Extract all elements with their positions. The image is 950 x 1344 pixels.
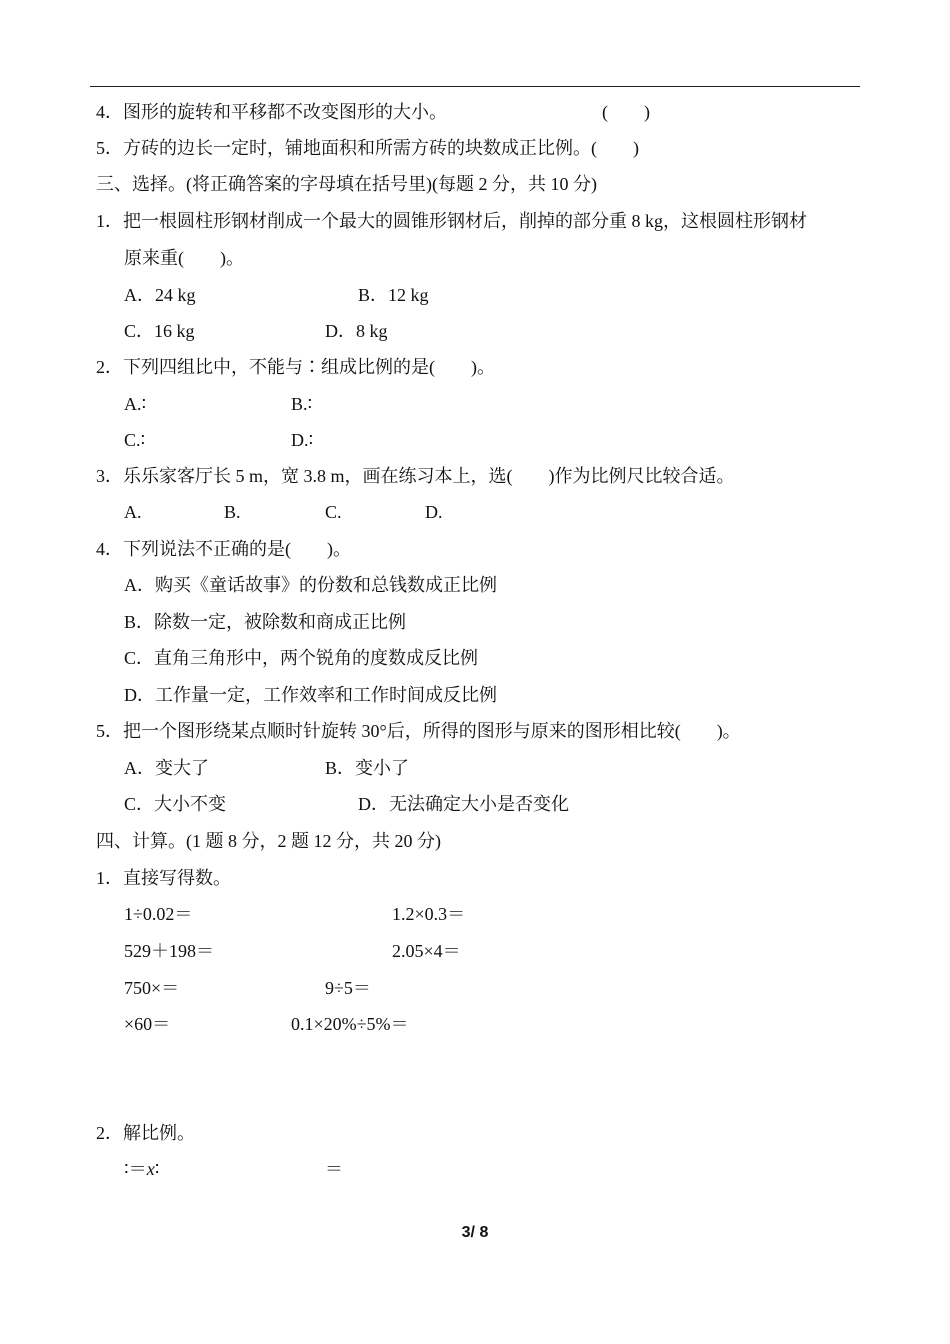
- judge-q4-paren: ( ): [602, 102, 650, 122]
- s3-q1-option-a: A．24 kg: [124, 285, 196, 305]
- s4-q1-title: 1．直接写得数。: [96, 868, 231, 888]
- proportion-eq-2: ＝: [325, 1159, 343, 1179]
- s3-q4-stem: 4．下列说法不正确的是( )。: [96, 539, 351, 559]
- s3-q4-option-d: D．工作量一定，工作效率和工作时间成反比例: [124, 685, 497, 705]
- s3-q2-option-a: A.∶: [124, 394, 147, 414]
- s3-q5-option-a: A．变大了: [124, 758, 209, 778]
- calc-item: 529＋198＝: [124, 941, 214, 961]
- s3-q2-stem: 2．下列四组比中，不能与∶组成比例的是( )。: [96, 357, 495, 377]
- calc-item: 2.05×4＝: [392, 941, 461, 961]
- s3-q5-option-c: C．大小不变: [124, 794, 227, 814]
- s3-q5-option-d: D．无法确定大小是否变化: [358, 794, 569, 814]
- s3-q1-stem-line2: 原来重( )。: [124, 248, 244, 268]
- section4-heading: 四、计算。(1 题 8 分，2 题 12 分，共 20 分): [96, 831, 441, 851]
- s3-q3-option-d: D.: [425, 502, 443, 522]
- s3-q3-option-b: B.: [224, 502, 241, 522]
- calc-item: 750×＝: [124, 978, 180, 998]
- proportion-eq-1: [124, 1157, 159, 1181]
- s3-q5-stem: 5．把一个图形绕某点顺时针旋转 30°后，所得的图形与原来的图形相比较( )。: [96, 721, 741, 741]
- section3-heading: 三、选择。(将正确答案的字母填在括号里)(每题 2 分，共 10 分): [96, 174, 597, 194]
- page-number: 3/ 8: [461, 1224, 489, 1241]
- calc-item: 0.1×20%÷5%＝: [291, 1014, 409, 1034]
- s4-q2-title: 2．解比例。: [96, 1123, 195, 1143]
- s3-q4-option-c: C．直角三角形中，两个锐角的度数成反比例: [124, 648, 479, 668]
- calc-item: ×60＝: [124, 1014, 171, 1034]
- s3-q4-option-b: B．除数一定，被除数和商成正比例: [124, 612, 407, 632]
- s3-q2-option-c: C.∶: [124, 430, 146, 450]
- s3-q5-option-b: B．变小了: [325, 758, 410, 778]
- s3-q1-option-b: B．12 kg: [358, 285, 429, 305]
- eq1-variable: x: [146, 1159, 155, 1179]
- s3-q1-option-c: C．16 kg: [124, 321, 195, 341]
- judge-q4: 4．图形的旋转和平移都不改变图形的大小。: [96, 102, 447, 122]
- eq1-part-a: ∶＝: [124, 1159, 147, 1179]
- judge-q5: 5．方砖的边长一定时，铺地面积和所需方砖的块数成正比例。( ): [96, 138, 639, 158]
- s3-q4-option-a: A．购买《童话故事》的份数和总钱数成正比例: [124, 575, 497, 595]
- s3-q3-stem: 3．乐乐家客厅长 5 m，宽 3.8 m，画在练习本上，选( )作为比例尺比较合适。: [96, 466, 735, 486]
- s3-q1-stem-line1: 1．把一根圆柱形钢材削成一个最大的圆锥形钢材后，削掉的部分重 8 kg，这根圆柱形钢材: [96, 211, 807, 231]
- s3-q1-option-d: D．8 kg: [325, 321, 388, 341]
- calc-item: 1÷0.02＝: [124, 904, 193, 924]
- eq1-part-b: ∶: [154, 1159, 160, 1179]
- s3-q3-option-c: C.: [325, 502, 342, 522]
- calc-item: 1.2×0.3＝: [392, 904, 466, 924]
- calc-item: 9÷5＝: [325, 978, 371, 998]
- header-rule: [90, 86, 860, 87]
- s3-q2-option-d: D.∶: [291, 430, 314, 450]
- s3-q3-option-a: A.: [124, 502, 142, 522]
- s3-q2-option-b: B.∶: [291, 394, 313, 414]
